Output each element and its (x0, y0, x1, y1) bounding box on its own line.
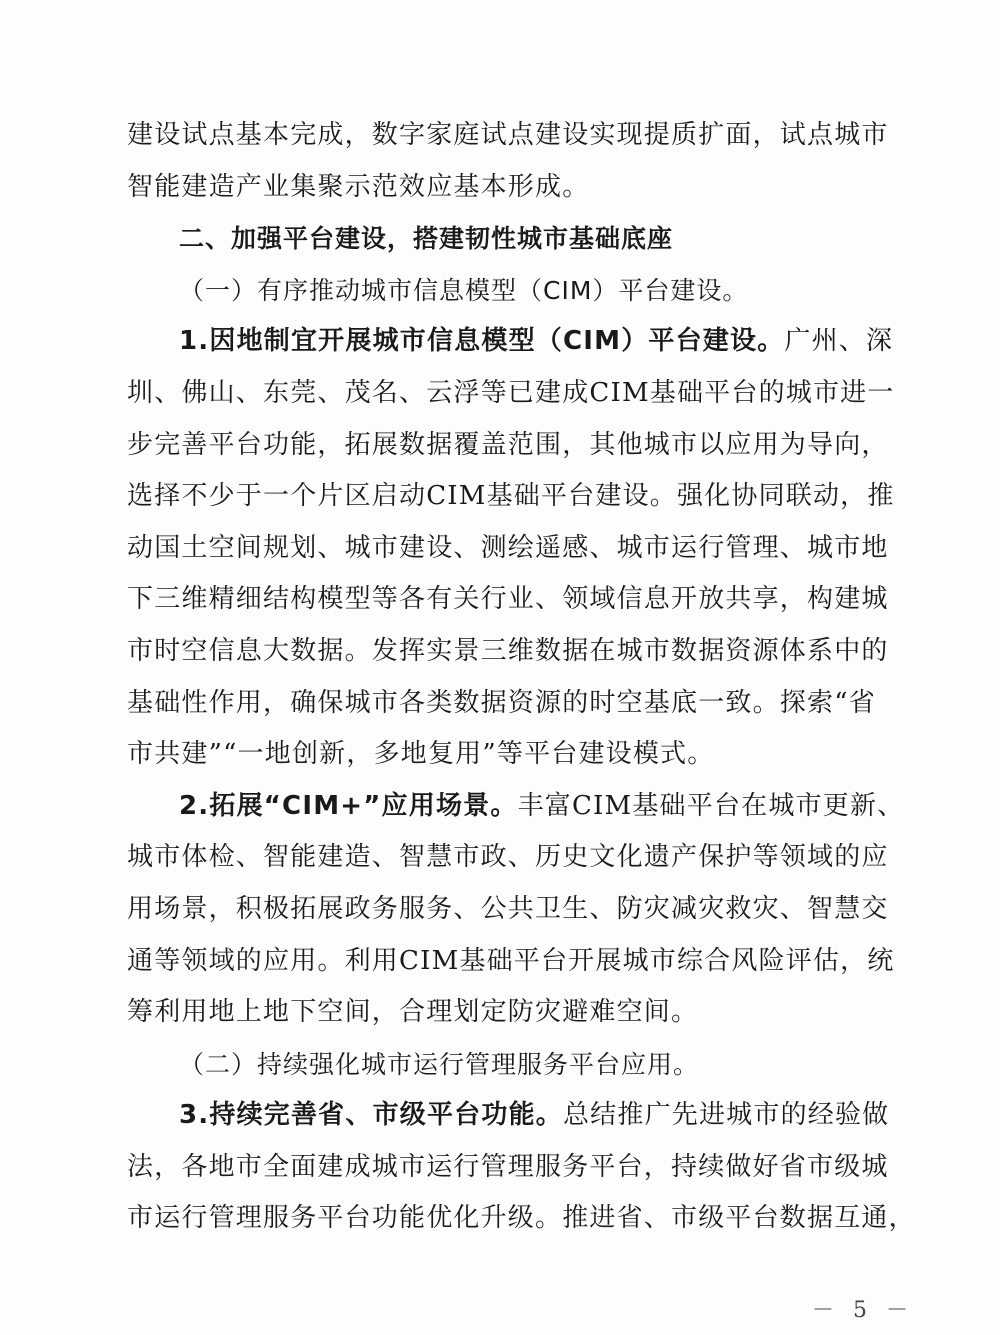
subheading-text: （一）有序推动城市信息模型（CIM）平台建设。 (179, 275, 749, 305)
line-text: 基础性作用，确保城市各类数据资源的时空基底一致。探索“省 (127, 687, 876, 718)
item-title: 2.拓展“CIM+”应用场景。 (179, 790, 518, 821)
subheading-text: （二）持续强化城市运行管理服务平台应用。 (179, 1049, 700, 1079)
paragraph-line (127, 626, 889, 678)
line-text: 步完善平台功能，拓展数据覆盖范围，其他城市以应用为导向， (127, 429, 889, 460)
line-text: 筹利用地上地下空间，合理划定防灾避难空间。 (127, 997, 699, 1028)
paragraph-line (127, 471, 895, 523)
paragraph-line (127, 729, 879, 781)
paragraph-line (127, 678, 879, 730)
item-title: 3.持续完善省、市级平台功能。 (179, 1100, 563, 1131)
line-text: 市时空信息大数据。发挥实景三维数据在城市数据资源体系中的 (127, 635, 889, 666)
line-text: 总结推广先进城市的经验做 (562, 1100, 890, 1131)
line-text: 通等领域的应用。利用CIM基础平台开展城市综合风险评估，统 (127, 945, 895, 976)
paragraph-line (127, 884, 889, 936)
paragraph-line (127, 987, 879, 1039)
line-text: 动国土空间规划、城市建设、测绘遥感、城市运行管理、城市地 (127, 532, 889, 563)
subsection-heading (127, 1039, 879, 1091)
paragraph-line (127, 110, 889, 162)
body-text (127, 110, 916, 1245)
line-text: 下三维精细结构模型等各有关行业、领域信息开放共享，构建城 (127, 584, 889, 615)
line-text: 市共建”“一地创新，多地复用”等平台建设模式。 (127, 739, 715, 770)
subsection-heading (127, 265, 879, 317)
line-text: 市运行管理服务平台功能优化升级。推进省、市级平台数据互通， (127, 1203, 916, 1234)
paragraph-line (127, 316, 894, 368)
paragraph-line (127, 1090, 890, 1142)
paragraph-line (127, 574, 889, 626)
paragraph-line (127, 781, 905, 833)
page-number: － 5 － (812, 1298, 914, 1323)
paragraph-line (127, 162, 879, 214)
paragraph-line (127, 1142, 889, 1194)
line-text: 丰富CIM基础平台在城市更新、 (517, 790, 905, 821)
section-heading (127, 213, 879, 265)
paragraph-line (127, 1193, 916, 1245)
line-text: 法，各地市全面建成城市运行管理服务平台，持续做好省市级城 (127, 1151, 889, 1182)
heading-text: 二、加强平台建设，搭建韧性城市基础底座 (179, 224, 674, 254)
paragraph-line (127, 368, 895, 420)
line-text: 城市体检、智能建造、智慧市政、历史文化遗产保护等领域的应 (127, 842, 889, 873)
paragraph-line (127, 420, 889, 472)
line-text: 选择不少于一个片区启动CIM基础平台建设。强化协同联动，推 (127, 481, 895, 512)
paragraph-line (127, 936, 895, 988)
paragraph-line (127, 523, 889, 575)
item-title: 1.因地制宜开展城市信息模型（CIM）平台建设。 (179, 326, 785, 357)
line-text: 智能建造产业集聚示范效应基本形成。 (127, 171, 590, 202)
paragraph-line (127, 832, 889, 884)
line-text: 建设试点基本完成，数字家庭试点建设实现提质扩面，试点城市 (127, 120, 889, 150)
line-text: 圳、佛山、东莞、茂名、云浮等已建成CIM基础平台的城市进一 (127, 377, 895, 408)
line-text: 广州、深 (784, 326, 894, 357)
line-text: 用场景，积极拓展政务服务、公共卫生、防灾减灾救灾、智慧交 (127, 893, 889, 924)
